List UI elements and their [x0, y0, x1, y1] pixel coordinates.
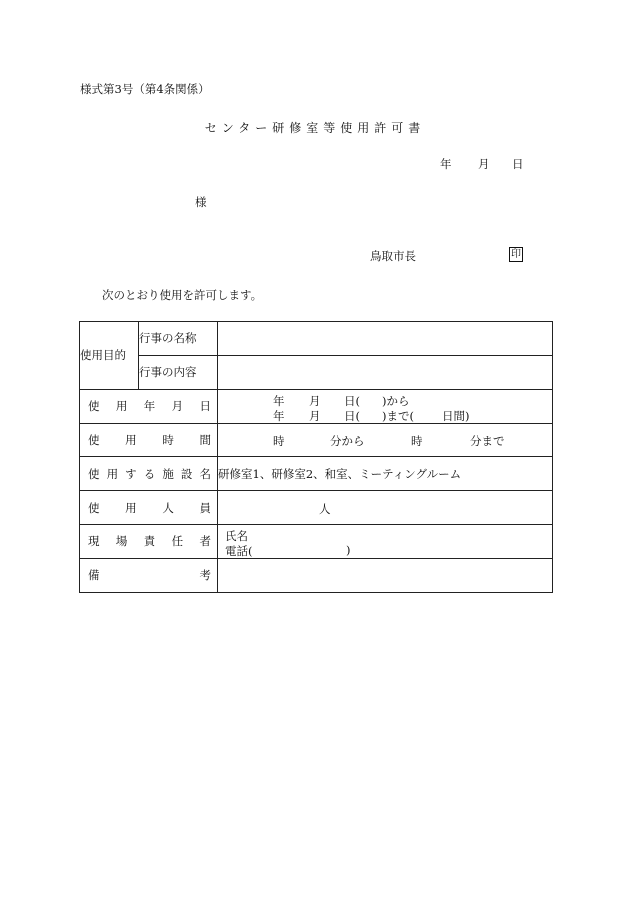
issuer-name: 鳥取市長: [370, 249, 416, 263]
event-content-field[interactable]: [218, 355, 553, 389]
event-name-label: 行事の名称: [139, 322, 218, 356]
permit-table: [79, 321, 553, 593]
use-time-label: 使 用 時 間: [80, 423, 218, 457]
remarks-label: 備 考: [80, 558, 218, 592]
intro-text: 次のとおり使用を許可します。: [102, 288, 263, 302]
manager-field[interactable]: 氏名 電話( ): [218, 524, 553, 558]
date-day-label: 日: [512, 157, 524, 171]
date-year-label: 年: [440, 157, 452, 171]
people-field[interactable]: 人: [218, 491, 553, 525]
manager-label: 現 場 責 任 者: [80, 524, 218, 558]
facility-value: 研修室1、研修室2、和室、ミーティングルーム: [218, 457, 553, 491]
use-time-field[interactable]: 時 分から 時 分まで: [218, 423, 553, 457]
facility-label: 使 用 す る 施 設 名: [80, 457, 218, 491]
use-date-field[interactable]: 年 月 日( )から 年 月 日( )まで( 日間): [218, 389, 553, 423]
use-date-label: 使 用 年 月 日: [80, 389, 218, 423]
event-name-field[interactable]: [218, 322, 553, 356]
row-event-content: [80, 355, 553, 389]
document-title: センター研修室等使用許可書: [204, 121, 426, 135]
event-content-label: 行事の内容: [139, 355, 218, 389]
recipient-honorific: 様: [195, 195, 207, 209]
row-use-date: [80, 389, 553, 423]
row-use-time: [80, 423, 553, 457]
row-people: [80, 491, 553, 525]
seal-mark: 印: [511, 249, 521, 260]
row-event-name: [80, 322, 553, 356]
date-month-label: 月: [478, 157, 490, 171]
people-label: 使 用 人 員: [80, 491, 218, 525]
row-remarks: [80, 558, 553, 592]
row-manager: [80, 524, 553, 558]
remarks-field[interactable]: [218, 558, 553, 592]
purpose-label: 使用目的: [80, 322, 139, 390]
row-facility: [80, 457, 553, 491]
form-number: 様式第3号（第4条関係）: [80, 82, 210, 96]
